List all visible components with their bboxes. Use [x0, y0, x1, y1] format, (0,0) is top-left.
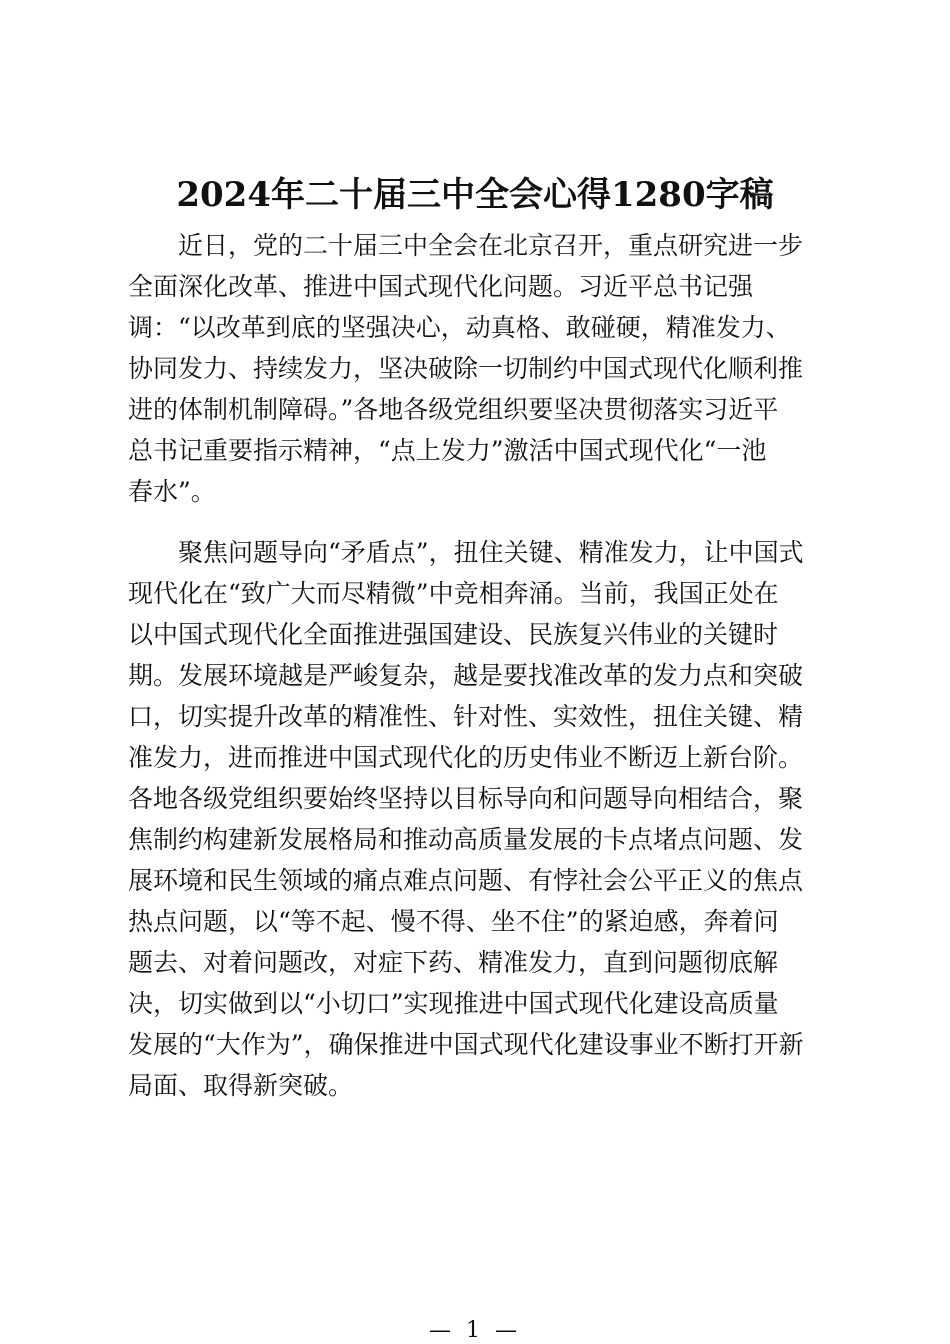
- document-title: 2024年二十届三中全会心得1280字稿: [176, 175, 774, 215]
- paragraph-line: 近日，党的二十届三中全会在北京召开，重点研究进一步: [128, 231, 804, 260]
- paragraph-line: 进的体制机制障碍。”各地各级党组织要坚决贯彻落实习近平: [128, 395, 779, 424]
- paragraph-line: 局面、取得新突破。: [128, 1071, 354, 1100]
- paragraph-line: 发展的“大作为”，确保推进中国式现代化建设事业不断打开新: [128, 1030, 804, 1059]
- paragraph-line: 各地各级党组织要始终坚持以目标导向和问题导向相结合，聚: [128, 784, 804, 813]
- paragraph-line: 春水”。: [128, 477, 216, 506]
- paragraph-line: 全面深化改革、推进中国式现代化问题。习近平总书记强: [128, 272, 754, 301]
- paragraph-2: [128, 532, 828, 1106]
- paragraph-line: 调：“以改革到底的坚强决心，动真格、敢碰硬，精准发力、: [128, 313, 791, 342]
- paragraph-line: 聚焦问题导向“矛盾点”，扭住关键、精准发力，让中国式: [128, 538, 804, 567]
- paragraph-line: 准发力，进而推进中国式现代化的历史伟业不断迈上新台阶。: [128, 743, 804, 772]
- page-number: — 1 —: [429, 1318, 521, 1343]
- paragraph-1: [128, 225, 828, 512]
- paragraph-line: 口，切实提升改革的精准性、针对性、实效性，扭住关键、精: [128, 702, 804, 731]
- paragraph-line: 总书记重要指示精神，“点上发力”激活中国式现代化“一池: [128, 436, 767, 465]
- paragraph-line: 现代化在“致广大而尽精微”中竞相奔涌。当前，我国正处在: [128, 579, 779, 608]
- paragraph-line: 协同发力、持续发力，坚决破除一切制约中国式现代化顺利推: [128, 354, 804, 383]
- paragraph-line: 决，切实做到以“小切口”实现推进中国式现代化建设高质量: [128, 989, 779, 1018]
- paragraph-line: 展环境和民生领域的痛点难点问题、有悖社会公平正义的焦点: [128, 866, 804, 895]
- paragraph-line: 焦制约构建新发展格局和推动高质量发展的卡点堵点问题、发: [128, 825, 804, 854]
- paragraph-line: 期。发展环境越是严峻复杂，越是要找准改革的发力点和突破: [128, 661, 804, 690]
- paragraph-line: 题去、对着问题改，对症下药、精准发力，直到问题彻底解: [128, 948, 779, 977]
- paragraph-line: 热点问题，以“等不起、慢不得、坐不住”的紧迫感，奔着问: [128, 907, 779, 936]
- paragraph-line: 以中国式现代化全面推进强国建设、民族复兴伟业的关键时: [128, 620, 779, 649]
